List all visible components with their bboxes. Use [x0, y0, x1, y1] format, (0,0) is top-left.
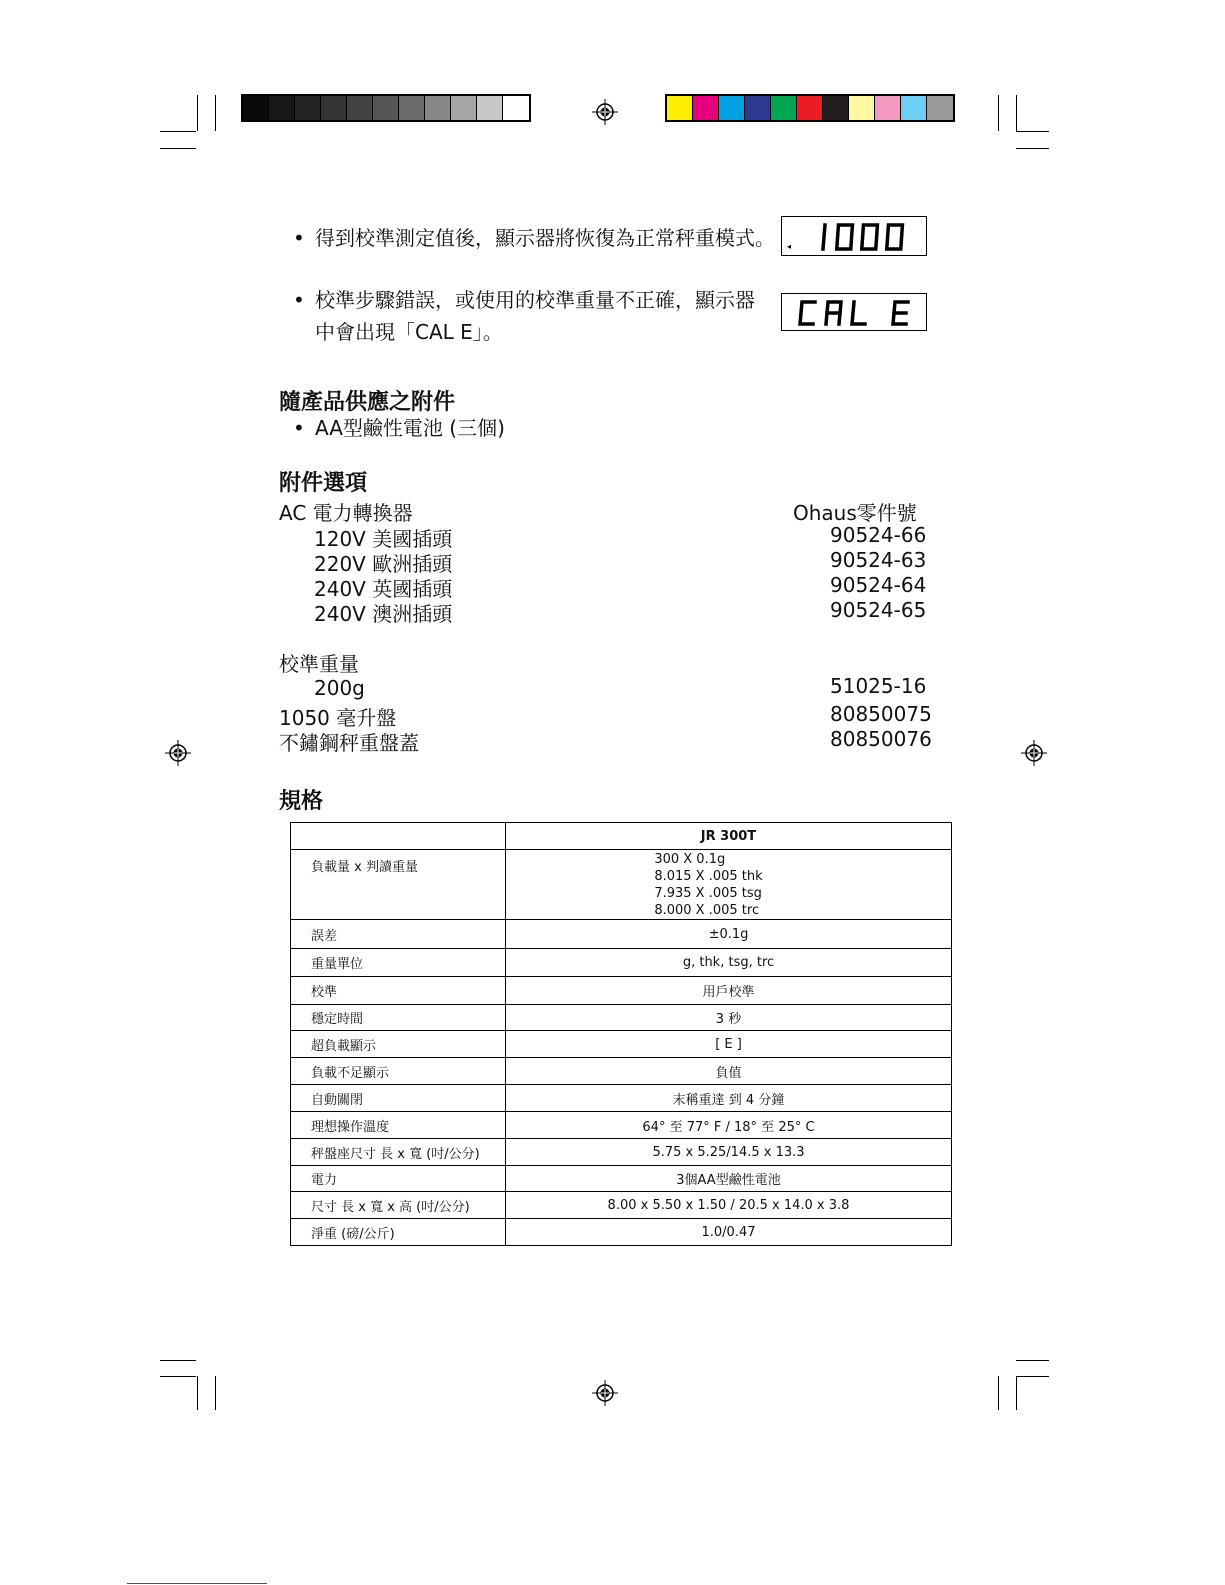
gray-swatch — [321, 96, 347, 120]
color-calibration-bar — [665, 94, 955, 122]
gray-swatch — [425, 96, 451, 120]
registration-mark-icon — [592, 99, 618, 125]
capacity-value: 7.935 X .005 tsg — [654, 885, 762, 901]
capacity-value: 8.000 X .005 trc — [654, 902, 760, 918]
registration-mark-icon — [165, 740, 191, 766]
bullet: • — [293, 288, 305, 312]
color-swatch — [901, 96, 927, 120]
color-swatch — [797, 96, 823, 120]
bullet: • — [293, 226, 305, 250]
gray-swatch — [399, 96, 425, 120]
gray-swatch — [451, 96, 477, 120]
accessory-item-label: 120V 美國插頭 — [314, 527, 453, 551]
table-row — [291, 977, 952, 1005]
accessory-part-number: 80850076 — [830, 727, 932, 751]
gray-swatch — [347, 96, 373, 120]
color-swatch — [849, 96, 875, 120]
color-swatch — [719, 96, 745, 120]
table-row — [291, 1058, 952, 1085]
note-text: 得到校準測定值後，顯示器將恢復為正常秤重模式。 — [315, 226, 775, 250]
lcd-display-1000 — [781, 216, 927, 256]
supplied-item-text: AA型鹼性電池 (三個) — [315, 416, 505, 440]
accessory-part-number: 90524-63 — [830, 548, 927, 572]
spec-label: 重量單位 — [291, 949, 506, 977]
color-swatch — [875, 96, 901, 120]
capacity-value: 300 X 0.1g — [654, 851, 726, 867]
gray-swatch — [295, 96, 321, 120]
gray-swatch — [269, 96, 295, 120]
color-swatch — [771, 96, 797, 120]
table-row — [291, 949, 952, 977]
note-text: 校準步驟錯誤，或使用的校準重量不正確，顯示器 — [315, 288, 755, 312]
accessory-item-label: 200g — [314, 676, 365, 700]
gray-swatch — [373, 96, 399, 120]
grayscale-calibration-bar — [241, 94, 531, 122]
table-row — [291, 920, 952, 949]
accessory-part-number: 51025-16 — [830, 674, 927, 698]
gray-swatch — [243, 96, 269, 120]
gray-swatch — [477, 96, 503, 120]
spec-value: 末稱重達 到 4 分鐘 — [506, 1085, 952, 1112]
calibration-weight-title: 校準重量 — [279, 652, 359, 676]
accessory-item-label: 240V 英國插頭 — [314, 577, 453, 601]
model-name: JR 300T — [506, 823, 952, 850]
spec-label: 負載不足顯示 — [291, 1058, 506, 1085]
registration-mark-icon — [592, 1380, 618, 1406]
spec-value: 8.00 x 5.50 x 1.50 / 20.5 x 14.0 x 3.8 — [506, 1192, 952, 1219]
optional-accessories-heading: 附件選項 — [279, 471, 368, 496]
spec-value: ±0.1g — [506, 920, 952, 949]
table-row — [291, 1085, 952, 1112]
table-row — [291, 1192, 952, 1219]
accessory-part-number: 80850075 — [830, 702, 932, 726]
specifications-heading: 規格 — [279, 789, 324, 814]
table-row — [291, 1166, 952, 1192]
gray-swatch — [503, 96, 529, 120]
table-row — [291, 1112, 952, 1139]
supplied-accessories-heading: 隨產品供應之附件 — [279, 390, 456, 415]
spec-value: 用戶校準 — [506, 977, 952, 1005]
accessory-item-label: 不鏽鋼秤重盤蓋 — [279, 731, 419, 755]
table-row — [291, 1005, 952, 1031]
accessory-part-number: 90524-64 — [830, 573, 927, 597]
accessory-item-label: 240V 澳洲插頭 — [314, 602, 453, 626]
spec-value: g, thk, tsg, trc — [506, 949, 952, 977]
spec-label: 負載量 x 判讀重量 — [291, 850, 506, 920]
spec-label: 尺寸 長 x 寬 x 高 (吋/公分) — [291, 1192, 506, 1219]
color-swatch — [927, 96, 953, 120]
note-text-continued: 中會出現「CAL E」。 — [315, 320, 503, 344]
spec-value: 1.0/0.47 — [506, 1219, 952, 1246]
spec-label: 電力 — [291, 1166, 506, 1192]
spec-label: 自動關閉 — [291, 1085, 506, 1112]
spec-label: 誤差 — [291, 920, 506, 949]
table-row — [291, 850, 952, 920]
spec-value: 5.75 x 5.25/14.5 x 13.3 — [506, 1139, 952, 1166]
spec-value: [ E ] — [506, 1031, 952, 1058]
spec-value: 64° 至 77° F / 18° 至 25° C — [506, 1112, 952, 1139]
lcd-display-cal-e — [781, 293, 927, 331]
spec-value: 3 秒 — [506, 1005, 952, 1031]
color-swatch — [745, 96, 771, 120]
specifications-table — [290, 822, 952, 1246]
color-swatch — [693, 96, 719, 120]
ac-adapter-title: AC 電力轉換器 — [279, 501, 413, 525]
svg-text:◂: ◂ — [787, 242, 792, 251]
capacity-value: 8.015 X .005 thk — [654, 868, 763, 884]
table-row — [291, 823, 952, 850]
spec-label: 淨重 (磅/公斤) — [291, 1219, 506, 1246]
table-row — [291, 1031, 952, 1058]
part-number-header: Ohaus零件號 — [793, 501, 917, 525]
accessory-part-number: 90524-65 — [830, 598, 927, 622]
spec-value: 負值 — [506, 1058, 952, 1085]
spec-label: 校準 — [291, 977, 506, 1005]
accessory-item-label: 220V 歐洲插頭 — [314, 552, 453, 576]
table-row — [291, 1219, 952, 1246]
color-swatch — [823, 96, 849, 120]
spec-label: 超負載顯示 — [291, 1031, 506, 1058]
bullet: • — [293, 416, 305, 440]
accessory-part-number: 90524-66 — [830, 523, 927, 547]
spec-label: 秤盤座尺寸 長 x 寬 (吋/公分) — [291, 1139, 506, 1166]
spec-value: 3個AA型鹼性電池 — [506, 1166, 952, 1192]
link-underline — [127, 1583, 267, 1584]
accessory-item-label: 1050 毫升盤 — [279, 706, 397, 730]
spec-label: 穩定時間 — [291, 1005, 506, 1031]
table-cell — [291, 823, 506, 850]
color-swatch — [667, 96, 693, 120]
table-row — [291, 1139, 952, 1166]
spec-value — [506, 850, 952, 920]
spec-label: 理想操作溫度 — [291, 1112, 506, 1139]
registration-mark-icon — [1021, 740, 1047, 766]
